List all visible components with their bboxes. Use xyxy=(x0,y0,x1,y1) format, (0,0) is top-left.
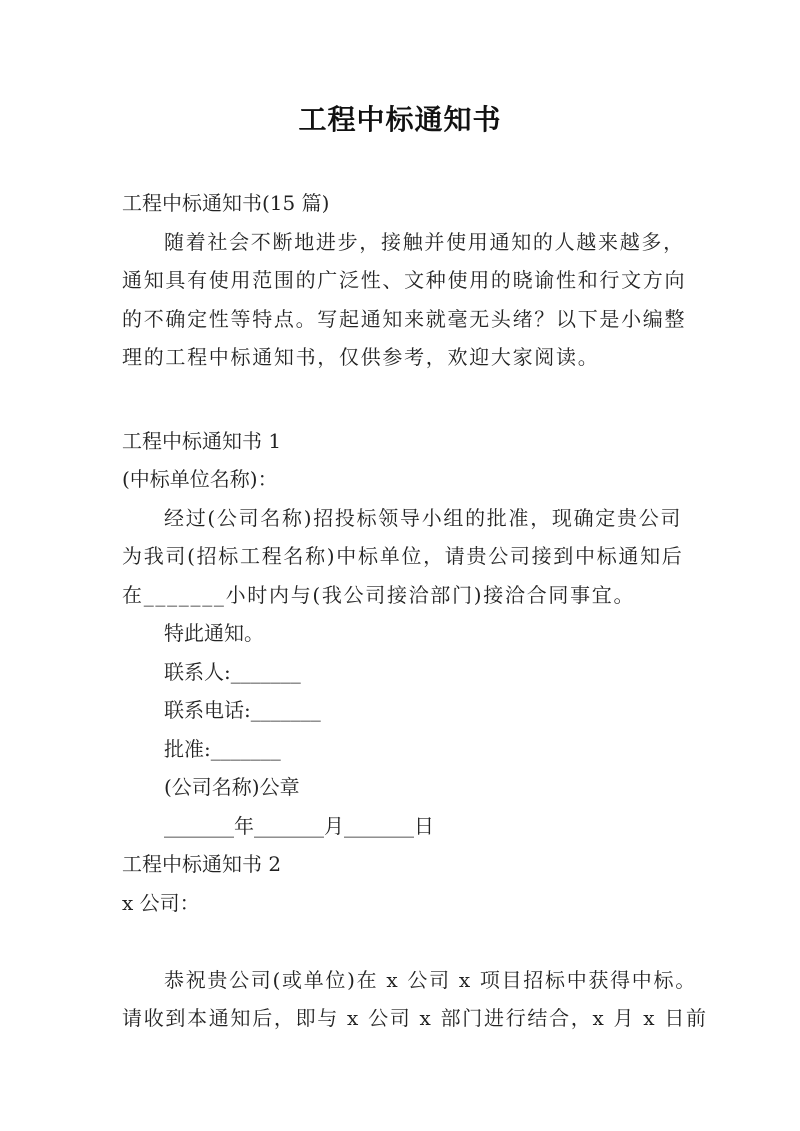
notice-body-line: 在_______小时内与(我公司接洽部门)接洽合同事宜。 xyxy=(122,582,636,607)
intro-line: 理的工程中标通知书，仅供参考，欢迎大家阅读。 xyxy=(122,345,600,369)
document-body xyxy=(122,184,708,1038)
notice-salutation: (中标单位名称)： xyxy=(122,467,278,491)
collection-heading: 工程中标通知书(15 篇) xyxy=(122,191,330,215)
notice-2 xyxy=(122,845,708,1038)
notice-heading: 工程中标通知书 2 xyxy=(122,852,282,876)
notice-heading: 工程中标通知书 1 xyxy=(122,428,282,453)
approval-field: 批准:_______ xyxy=(164,736,281,761)
intro-line: 的不确定性等特点。写起通知来就毫无头绪？以下是小编整 xyxy=(122,306,687,331)
intro-paragraph xyxy=(122,223,692,377)
notice-body-line: 请收到本通知后，即与 x 公司 x 部门进行结合，x 月 x 日前 xyxy=(122,1006,708,1030)
notice-body-line: 经过(公司名称)招投标领导小组的批准，现确定贵公司 xyxy=(164,505,683,530)
intro-line: 随着社会不断地进步，接触并使用通知的人越来越多， xyxy=(164,229,685,254)
document-title: 工程中标通知书 xyxy=(298,103,502,136)
contact-phone-field: 联系电话:_______ xyxy=(164,698,321,722)
notice-closing: 特此通知。 xyxy=(164,621,264,645)
spacer xyxy=(122,922,692,961)
intro-line: 通知具有使用范围的广泛性、文种使用的晓谕性和行文方向 xyxy=(122,268,687,292)
notice-salutation: x 公司： xyxy=(122,890,200,915)
company-seal: (公司名称)公章 xyxy=(164,775,300,799)
date-field: _______年_______月_______日 xyxy=(164,813,434,838)
notice-1 xyxy=(122,422,692,846)
contact-person-field: 联系人:_______ xyxy=(164,659,301,684)
notice-body-line: 恭祝贵公司(或单位)在 x 公司 x 项目招标中获得中标。 xyxy=(164,967,697,992)
spacer xyxy=(122,377,692,422)
notice-body-line: 为我司(招标工程名称)中标单位，请贵公司接到中标通知后 xyxy=(122,544,684,568)
